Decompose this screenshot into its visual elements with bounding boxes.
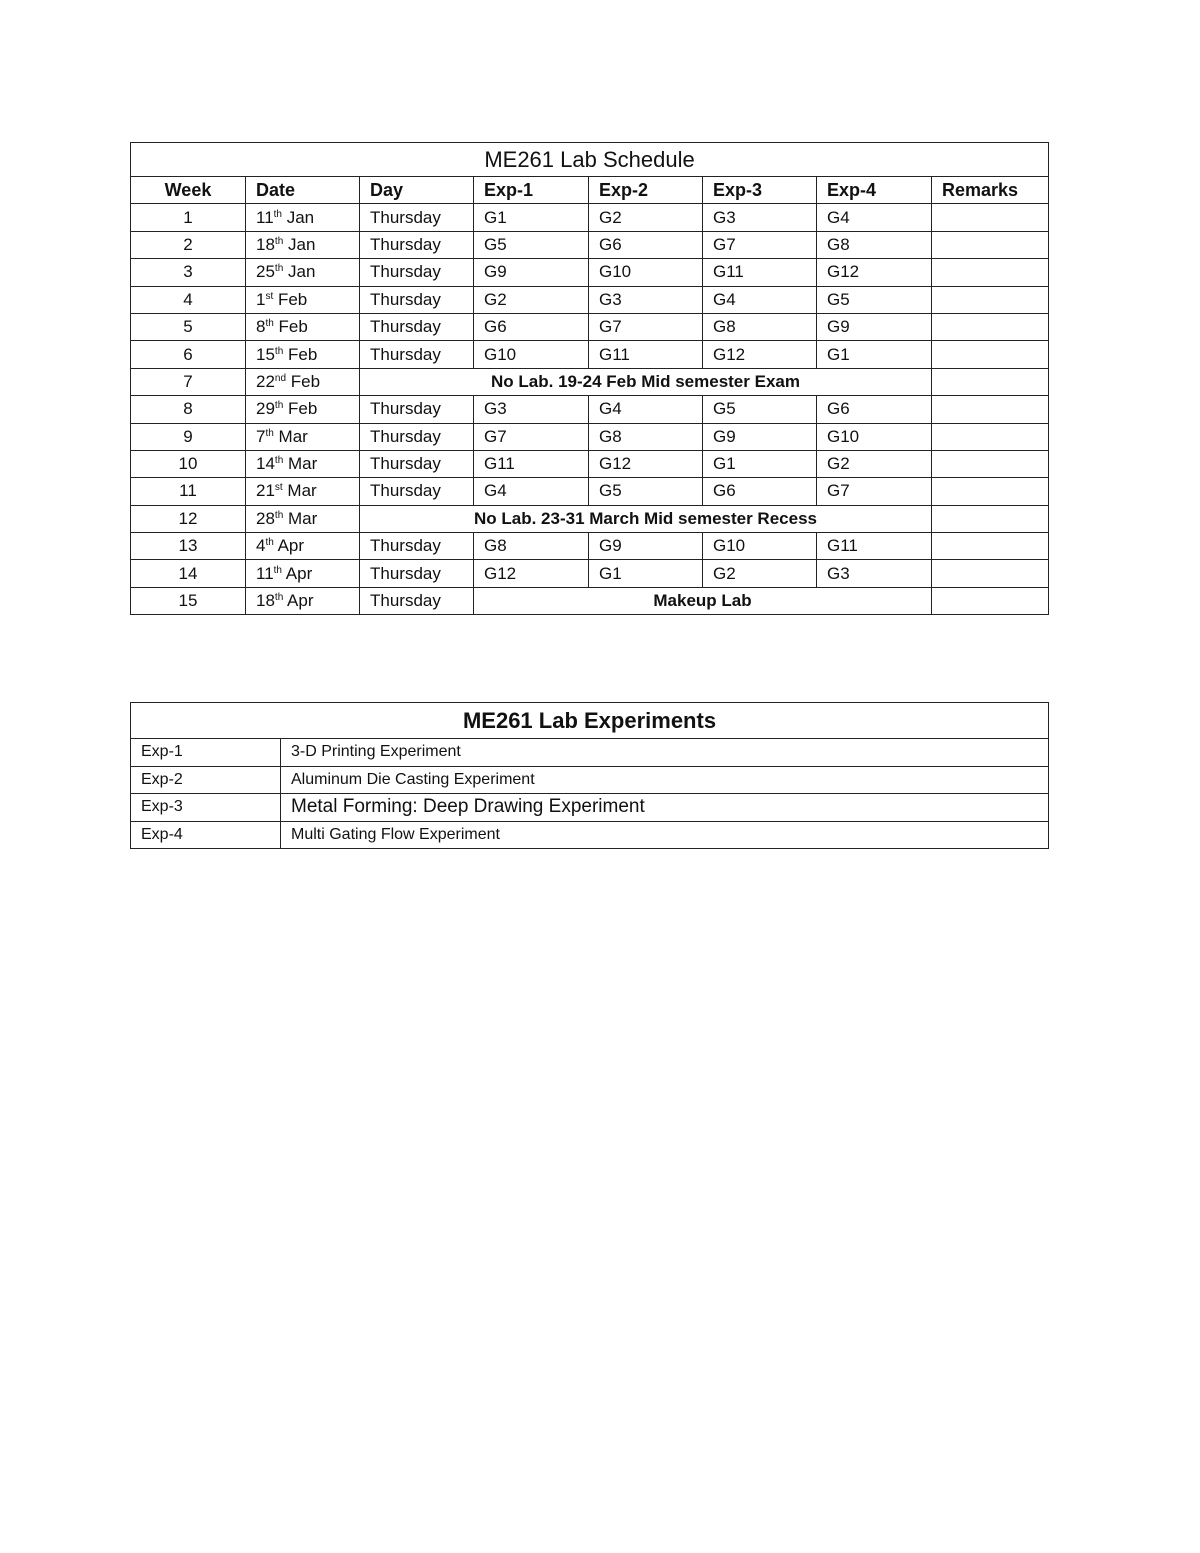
exp-group-cell: G1 [703, 450, 817, 477]
remarks-cell [932, 259, 1049, 286]
date-suffix: th [274, 345, 284, 357]
exp-group-cell: G1 [589, 560, 703, 587]
date-day: 7 [256, 426, 266, 446]
remarks-cell [932, 505, 1049, 532]
exp-group-cell: G9 [817, 313, 932, 340]
week-cell: 7 [131, 368, 246, 395]
experiment-name: Multi Gating Flow Experiment [281, 821, 1049, 849]
exp-group-cell: G2 [817, 450, 932, 477]
exp-group-cell: G9 [703, 423, 817, 450]
day-cell: Thursday [360, 341, 474, 368]
exp-group-cell: G6 [589, 231, 703, 258]
table-row [131, 560, 1049, 587]
week-cell: 3 [131, 259, 246, 286]
remarks-cell [932, 231, 1049, 258]
exp-group-cell: G6 [703, 478, 817, 505]
day-cell: Thursday [360, 204, 474, 231]
date-month: Feb [286, 371, 321, 391]
date-month: Feb [283, 344, 318, 364]
note-cell: No Lab. 23-31 March Mid semester Recess [360, 505, 932, 532]
date-cell [246, 396, 360, 423]
header-exp-4: Exp-4 [817, 177, 932, 204]
experiment-name: 3-D Printing Experiment [281, 739, 1049, 767]
exp-group-cell: G11 [589, 341, 703, 368]
exp-group-cell: G12 [589, 450, 703, 477]
table-row [131, 794, 1049, 822]
header-exp-3: Exp-3 [703, 177, 817, 204]
exp-group-cell: G2 [474, 286, 589, 313]
date-day: 29 [256, 399, 275, 419]
date-month: Apr [282, 563, 313, 583]
exp-group-cell: G11 [817, 533, 932, 560]
date-suffix: st [265, 290, 274, 302]
exp-group-cell: G11 [474, 450, 589, 477]
week-cell: 10 [131, 450, 246, 477]
experiment-name: Metal Forming: Deep Drawing Experiment [281, 794, 1049, 822]
table-row [131, 505, 1049, 532]
header-day: Day [360, 177, 474, 204]
week-cell: 9 [131, 423, 246, 450]
date-cell [246, 286, 360, 313]
table-row [131, 450, 1049, 477]
date-suffix: th [265, 318, 274, 330]
remarks-cell [932, 341, 1049, 368]
table-row [131, 368, 1049, 395]
remarks-cell [932, 368, 1049, 395]
date-month: Jan [283, 234, 316, 254]
date-day: 18 [256, 591, 275, 611]
date-cell [246, 533, 360, 560]
week-cell: 15 [131, 587, 246, 614]
exp-group-cell: G4 [817, 204, 932, 231]
date-day: 14 [256, 454, 275, 474]
day-cell: Thursday [360, 478, 474, 505]
table-row [131, 766, 1049, 794]
week-cell: 1 [131, 204, 246, 231]
day-cell: Thursday [360, 587, 474, 614]
experiment-code: Exp-4 [131, 821, 281, 849]
remarks-cell [932, 533, 1049, 560]
date-suffix: th [273, 208, 282, 220]
exp-group-cell: G5 [474, 231, 589, 258]
date-month: Mar [283, 454, 318, 474]
date-month: Feb [273, 289, 308, 309]
week-cell: 13 [131, 533, 246, 560]
exp-group-cell: G6 [474, 313, 589, 340]
exp-group-cell: G7 [703, 231, 817, 258]
note-cell: No Lab. 19-24 Feb Mid semester Exam [360, 368, 932, 395]
exp-group-cell: G10 [703, 533, 817, 560]
exp-group-cell: G10 [817, 423, 932, 450]
header-exp-1: Exp-1 [474, 177, 589, 204]
remarks-cell [932, 204, 1049, 231]
table-row [131, 313, 1049, 340]
lab-experiments-table [130, 702, 1049, 849]
remarks-cell [932, 313, 1049, 340]
table-row [131, 286, 1049, 313]
date-suffix: th [274, 592, 284, 604]
exp-group-cell: G7 [589, 313, 703, 340]
exp-group-cell: G3 [817, 560, 932, 587]
date-day: 28 [256, 508, 275, 528]
experiment-code: Exp-3 [131, 794, 281, 822]
date-cell [246, 341, 360, 368]
date-suffix: th [273, 564, 282, 576]
date-month: Jan [283, 262, 316, 282]
remarks-cell [932, 396, 1049, 423]
exp-group-cell: G6 [817, 396, 932, 423]
date-suffix: th [274, 509, 284, 521]
date-cell [246, 587, 360, 614]
date-suffix: th [274, 455, 284, 467]
day-cell: Thursday [360, 286, 474, 313]
date-day: 11 [256, 563, 274, 583]
date-day: 4 [256, 536, 266, 556]
date-day: 1 [256, 289, 266, 309]
date-month: Feb [283, 399, 318, 419]
date-month: Mar [282, 481, 317, 501]
date-suffix: nd [274, 372, 287, 384]
experiments-title: ME261 Lab Experiments [131, 703, 1049, 739]
exp-group-cell: G4 [703, 286, 817, 313]
date-suffix: th [265, 537, 274, 549]
table-row [131, 259, 1049, 286]
date-cell [246, 450, 360, 477]
remarks-cell [932, 587, 1049, 614]
week-cell: 4 [131, 286, 246, 313]
date-month: Jan [282, 207, 315, 227]
exp-group-cell: G4 [589, 396, 703, 423]
day-cell: Thursday [360, 533, 474, 560]
lab-schedule-table [130, 142, 1049, 615]
date-cell [246, 423, 360, 450]
exp-group-cell: G7 [817, 478, 932, 505]
date-day: 15 [256, 344, 275, 364]
date-cell [246, 478, 360, 505]
date-cell [246, 259, 360, 286]
remarks-cell [932, 450, 1049, 477]
exp-group-cell: G1 [817, 341, 932, 368]
table-row [131, 739, 1049, 767]
date-suffix: th [274, 263, 284, 275]
note-cell: Makeup Lab [474, 587, 932, 614]
exp-group-cell: G4 [474, 478, 589, 505]
day-cell: Thursday [360, 560, 474, 587]
date-suffix: th [265, 427, 274, 439]
exp-group-cell: G10 [474, 341, 589, 368]
exp-group-cell: G2 [703, 560, 817, 587]
schedule-title: ME261 Lab Schedule [131, 143, 1049, 177]
date-cell [246, 560, 360, 587]
date-month: Apr [283, 591, 314, 611]
day-cell: Thursday [360, 450, 474, 477]
exp-group-cell: G12 [817, 259, 932, 286]
experiment-code: Exp-2 [131, 766, 281, 794]
date-month: Mar [283, 508, 318, 528]
exp-group-cell: G8 [474, 533, 589, 560]
table-row [131, 587, 1049, 614]
day-cell: Thursday [360, 423, 474, 450]
table-row [131, 478, 1049, 505]
week-cell: 6 [131, 341, 246, 368]
exp-group-cell: G10 [589, 259, 703, 286]
week-cell: 5 [131, 313, 246, 340]
day-cell: Thursday [360, 259, 474, 286]
header-remarks: Remarks [932, 177, 1049, 204]
table-row [131, 821, 1049, 849]
table-row [131, 231, 1049, 258]
week-cell: 14 [131, 560, 246, 587]
experiment-code: Exp-1 [131, 739, 281, 767]
header-week: Week [131, 177, 246, 204]
date-cell [246, 368, 360, 395]
exp-group-cell: G9 [474, 259, 589, 286]
date-suffix: th [274, 235, 284, 247]
exp-group-cell: G3 [589, 286, 703, 313]
table-row [131, 533, 1049, 560]
date-month: Mar [273, 426, 308, 446]
remarks-cell [932, 286, 1049, 313]
day-cell: Thursday [360, 313, 474, 340]
date-cell [246, 313, 360, 340]
day-cell: Thursday [360, 396, 474, 423]
exp-group-cell: G2 [589, 204, 703, 231]
exp-group-cell: G9 [589, 533, 703, 560]
exp-group-cell: G11 [703, 259, 817, 286]
exp-group-cell: G8 [817, 231, 932, 258]
week-cell: 12 [131, 505, 246, 532]
header-exp-2: Exp-2 [589, 177, 703, 204]
date-suffix: th [274, 400, 284, 412]
date-day: 25 [256, 262, 275, 282]
exp-group-cell: G7 [474, 423, 589, 450]
exp-group-cell: G5 [589, 478, 703, 505]
exp-group-cell: G12 [474, 560, 589, 587]
day-cell: Thursday [360, 231, 474, 258]
exp-group-cell: G5 [817, 286, 932, 313]
remarks-cell [932, 423, 1049, 450]
exp-group-cell: G3 [474, 396, 589, 423]
date-day: 21 [256, 481, 275, 501]
remarks-cell [932, 478, 1049, 505]
table-row [131, 423, 1049, 450]
header-date: Date [246, 177, 360, 204]
week-cell: 2 [131, 231, 246, 258]
date-day: 11 [256, 207, 274, 227]
week-cell: 8 [131, 396, 246, 423]
date-suffix: st [274, 482, 283, 494]
exp-group-cell: G12 [703, 341, 817, 368]
date-month: Feb [273, 317, 308, 337]
table-row [131, 204, 1049, 231]
exp-group-cell: G8 [589, 423, 703, 450]
week-cell: 11 [131, 478, 246, 505]
table-row [131, 396, 1049, 423]
date-day: 8 [256, 317, 266, 337]
exp-group-cell: G5 [703, 396, 817, 423]
exp-group-cell: G3 [703, 204, 817, 231]
table-row [131, 341, 1049, 368]
exp-group-cell: G8 [703, 313, 817, 340]
exp-group-cell: G1 [474, 204, 589, 231]
experiment-name: Aluminum Die Casting Experiment [281, 766, 1049, 794]
date-cell [246, 505, 360, 532]
date-month: Apr [273, 536, 305, 556]
date-cell [246, 204, 360, 231]
date-day: 18 [256, 234, 275, 254]
date-cell [246, 231, 360, 258]
remarks-cell [932, 560, 1049, 587]
date-day: 22 [256, 371, 275, 391]
